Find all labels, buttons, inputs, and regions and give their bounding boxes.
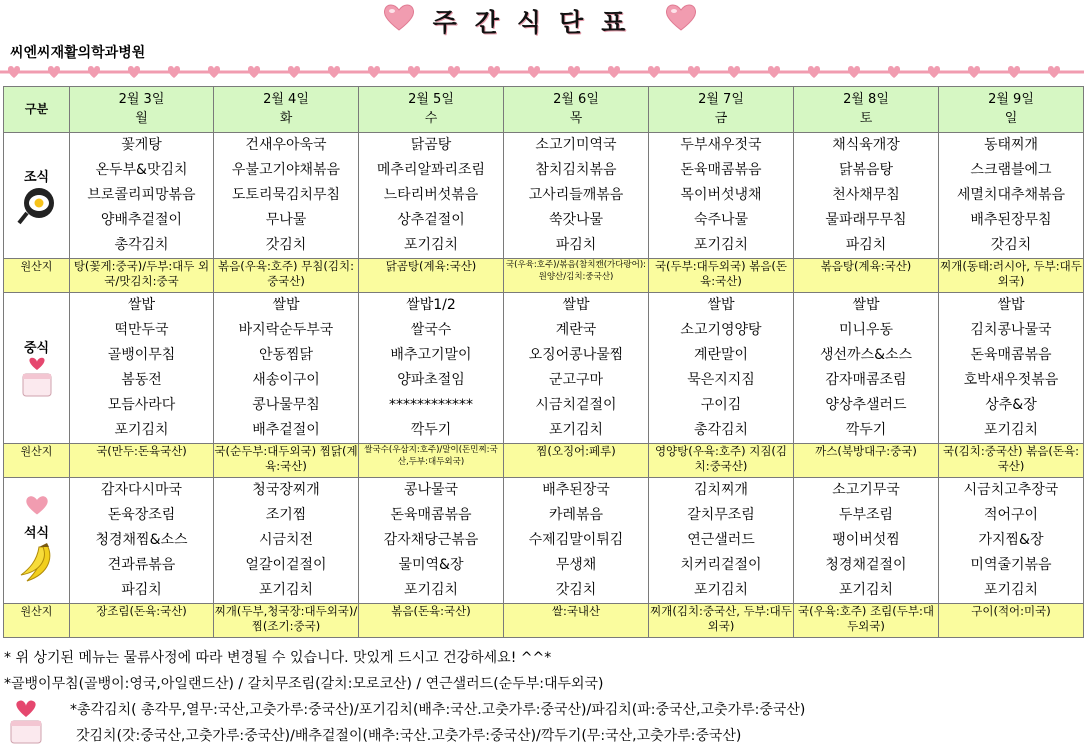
note-line: 갓김치(갓:중국산,고춧가루:중국산)/배추겉절이(배추:국산.고춧가루:중국산)/깍두기(무:국산,고춧가루:중국산) xyxy=(76,728,742,744)
origin-cell: 국(우육:호주)/볶음(참치캔(가다랑어):원양산/김치:중국산) xyxy=(504,259,649,293)
menu-item: 포기김치 xyxy=(403,237,459,253)
origin-cell: 찜(오징어:페루) xyxy=(504,444,649,478)
menu-item: ************ xyxy=(389,397,473,413)
menu-item: 꽃게탕 xyxy=(121,137,162,153)
small-heart-icon xyxy=(48,66,60,78)
day-date: 2월 9일 xyxy=(988,92,1034,107)
menu-item: 감자채당근볶음 xyxy=(383,532,479,548)
menu-item: 닭곰탕 xyxy=(410,137,452,153)
menu-item: 김치콩나물국 xyxy=(970,322,1052,338)
menu-item: 치커리겉절이 xyxy=(680,557,762,573)
menu-item: 총각김치 xyxy=(693,422,749,438)
meal-label-cell xyxy=(4,133,70,259)
menu-item: 구이김 xyxy=(700,397,742,413)
heart-icon xyxy=(24,494,50,516)
meal-menu-cell xyxy=(939,478,1084,604)
menu-item: 가지찜&장 xyxy=(978,532,1044,548)
meal-menu-cell xyxy=(359,478,504,604)
day-date: 2월 7일 xyxy=(698,92,744,107)
menu-item: 카레볶음 xyxy=(548,507,604,523)
menu-item: 포기김치 xyxy=(403,582,459,598)
menu-item: 건새우아욱국 xyxy=(245,137,327,153)
origin-cell: 장조림(돈육:국산) xyxy=(70,604,214,638)
menu-item: 깍두기 xyxy=(410,422,452,438)
menu-item: 감자매콤조림 xyxy=(825,372,907,388)
menu-item: 돈육매콤볶음 xyxy=(390,507,472,523)
menu-item: 천사채무침 xyxy=(832,187,900,203)
menu-item: 포기김치 xyxy=(548,422,604,438)
origin-cell: 찌개(동태:러시아, 두부:대두외국) xyxy=(939,259,1084,293)
meal-menu-cell xyxy=(939,133,1084,259)
meal-row xyxy=(4,293,1084,444)
origin-cell: 구이(적어:미국) xyxy=(939,604,1084,638)
menu-item: 쑥갓나물 xyxy=(548,212,604,228)
meal-menu-cell xyxy=(214,293,359,444)
origin-label: 원산지 xyxy=(4,259,70,293)
menu-item: 갈치무조림 xyxy=(687,507,755,523)
meal-menu-cell xyxy=(70,478,214,604)
menu-item: 쌀밥 xyxy=(707,297,735,313)
day-weekday: 화 xyxy=(279,111,293,126)
small-heart-icon xyxy=(968,66,980,78)
origin-cell: 국(두부:대두외국) 볶음(돈육:국산) xyxy=(649,259,794,293)
small-heart-icon xyxy=(768,66,780,78)
menu-item: 우불고기야채볶음 xyxy=(231,162,341,178)
meal-label-cell xyxy=(4,478,70,604)
menu-item: 쌀밥 xyxy=(562,297,590,313)
menu-item: 포기김치 xyxy=(693,237,749,253)
small-heart-icon xyxy=(608,66,620,78)
menu-item: 연근샐러드 xyxy=(687,532,755,548)
menu-item: 안동찜닭 xyxy=(258,347,314,363)
corner-label: 구분 xyxy=(4,87,70,133)
day-weekday: 수 xyxy=(424,111,438,126)
origin-cell: 찌개(두부,청국장:대두외국)/찜(조기:중국) xyxy=(214,604,359,638)
menu-item: 떡만두국 xyxy=(114,322,169,338)
menu-item: 배추된장무침 xyxy=(970,212,1052,228)
day-date: 2월 6일 xyxy=(553,92,599,107)
hospital-name: 씨엔씨재활의학과병원 xyxy=(10,45,146,61)
heart-icon xyxy=(664,2,698,32)
menu-item: 양파초절임 xyxy=(397,372,465,388)
menu-item: 파김치 xyxy=(845,237,887,253)
menu-item: 숙주나물 xyxy=(693,212,749,228)
menu-item: 스크램블에그 xyxy=(970,162,1052,178)
origin-cell: 국(만두:돈육국산) xyxy=(70,444,214,478)
menu-item: 닭볶음탕 xyxy=(838,162,894,178)
menu-item: 고사리들깨볶음 xyxy=(528,187,624,203)
menu-item: 모듬사라다 xyxy=(107,397,176,413)
small-heart-icon xyxy=(808,66,820,78)
menu-item: 소고기미역국 xyxy=(535,137,617,153)
menu-item: 조기찜 xyxy=(265,507,307,523)
heart-icon xyxy=(382,2,416,32)
menu-item: 새송이구이 xyxy=(252,372,320,388)
meal-menu-cell xyxy=(214,478,359,604)
meal-menu-cell xyxy=(939,293,1084,444)
meal-menu-cell xyxy=(504,133,649,259)
origin-cell: 국(우육:호주) 조림(두부:대두외국) xyxy=(794,604,939,638)
meal-menu-cell xyxy=(70,293,214,444)
menu-item: 무생채 xyxy=(555,557,597,573)
menu-item: 군고구마 xyxy=(548,372,604,388)
menu-item: 목이버섯냉채 xyxy=(680,187,762,203)
menu-item: 시금치고추장국 xyxy=(963,482,1059,498)
page-title: 주간식단표 xyxy=(432,8,644,37)
menu-item: 소고기영양탕 xyxy=(680,322,762,338)
menu-item: 포기김치 xyxy=(838,582,894,598)
small-heart-icon xyxy=(288,66,300,78)
origin-cell: 국(순두부:대두외국) 찜닭(계육:국산) xyxy=(214,444,359,478)
small-heart-icon xyxy=(888,66,900,78)
fried-egg-in-pan-icon xyxy=(17,185,57,225)
origin-row xyxy=(4,444,1084,478)
menu-item: 생선까스&소스 xyxy=(819,347,913,363)
menu-item: 양배추겉절이 xyxy=(100,212,183,228)
menu-item: 미니우동 xyxy=(838,322,894,338)
origin-cell: 볶음탕(계육:국산) xyxy=(794,259,939,293)
menu-item: 바지락순두부국 xyxy=(238,322,334,338)
menu-item: 갓김치 xyxy=(265,237,307,253)
small-heart-icon xyxy=(368,66,380,78)
menu-item: 배추된장국 xyxy=(542,482,610,498)
meal-menu-cell xyxy=(504,478,649,604)
menu-item: 쌀밥 xyxy=(852,297,880,313)
menu-item: 호박새우젓볶음 xyxy=(963,372,1059,388)
menu-item: 상추겉절이 xyxy=(397,212,465,228)
menu-item: 참치김치볶음 xyxy=(535,162,617,178)
origin-cell: 탕(꽃게:중국)/두부:대두 외국/맛김치:중국 xyxy=(70,259,214,293)
menu-item: 콩나물무침 xyxy=(252,397,320,413)
origin-cell: 닭곰탕(계육:국산) xyxy=(359,259,504,293)
menu-item: 오징어콩나물찜 xyxy=(528,347,624,363)
meal-menu-cell xyxy=(649,133,794,259)
notes xyxy=(4,645,1080,749)
day-header xyxy=(794,87,939,133)
meal-menu-cell xyxy=(359,133,504,259)
meal-menu-cell xyxy=(504,293,649,444)
small-heart-icon xyxy=(928,66,940,78)
menu-item: 채식육개장 xyxy=(832,137,900,153)
day-header xyxy=(70,87,214,133)
origin-cell: 쌀국수(우삼지:호주)/말이(돈민찌:국산,두부:대두외국) xyxy=(359,444,504,478)
origin-label: 원산지 xyxy=(4,604,70,638)
origin-cell: 영양탕(우육:호주) 지짐(김치:중국산) xyxy=(649,444,794,478)
menu-item: 배추겉절이 xyxy=(252,422,320,438)
menu-item: 포기김치 xyxy=(983,582,1039,598)
menu-item: 골뱅이무침 xyxy=(107,347,176,363)
small-heart-icon xyxy=(448,66,460,78)
gift-box-hearts-icon xyxy=(17,356,57,400)
menu-item: 돈육장조림 xyxy=(107,507,176,523)
note-text: *총각김치( 총각무,열무:국산,고춧가루:중국산)/포기김치(배추:국산.고춧가루:중국산)/파김치(파:중국산,고춧가루:중국산) xyxy=(70,702,806,718)
day-header xyxy=(939,87,1084,133)
small-heart-icon xyxy=(568,66,580,78)
menu-item: 쌀밥1/2 xyxy=(406,297,456,313)
small-heart-icon xyxy=(1008,66,1020,78)
note-line xyxy=(4,697,1080,723)
meal-row xyxy=(4,133,1084,259)
menu-item: 계란말이 xyxy=(693,347,749,363)
day-header xyxy=(214,87,359,133)
weekly-menu-table xyxy=(3,86,1084,638)
day-date: 2월 5일 xyxy=(408,92,454,107)
meal-menu-cell xyxy=(649,478,794,604)
menu-item: 두부조림 xyxy=(838,507,894,523)
menu-item: 동태찌개 xyxy=(983,137,1039,153)
header-row xyxy=(4,87,1084,133)
menu-item: 소고기무국 xyxy=(832,482,900,498)
menu-item: 쌀밥 xyxy=(127,297,156,313)
menu-item: 상추&장 xyxy=(985,397,1037,413)
menu-item: 포기김치 xyxy=(114,422,169,438)
menu-item: 봄동전 xyxy=(121,372,162,388)
menu-item: 물파래무무침 xyxy=(825,212,907,228)
menu-item: 돈육매콤볶음 xyxy=(970,347,1052,363)
meal-name: 중식 xyxy=(23,340,50,356)
menu-item: 얼갈이겉절이 xyxy=(245,557,327,573)
menu-item: 포기김치 xyxy=(983,422,1039,438)
small-heart-icon xyxy=(1048,66,1060,78)
origin-cell: 찌개(김치:중국산, 두부:대두외국) xyxy=(649,604,794,638)
menu-item: 시금치전 xyxy=(258,532,314,548)
meal-menu-cell xyxy=(794,293,939,444)
meal-menu-cell xyxy=(794,478,939,604)
title-bar xyxy=(0,0,1084,40)
small-heart-icon xyxy=(8,66,20,78)
menu-item: 청경채겉절이 xyxy=(825,557,907,573)
origin-cell: 볶음(우육:호주) 무침(김치:중국산) xyxy=(214,259,359,293)
note-line: *골뱅이무침(골뱅이:영국,아일랜드산) / 갈치무조림(갈치:모로코산) / 연근샐러드(순두부:대두외국) xyxy=(4,676,604,692)
day-date: 2월 3일 xyxy=(118,92,165,107)
banana-icon xyxy=(17,541,57,587)
meal-menu-cell xyxy=(214,133,359,259)
menu-item: 견과류볶음 xyxy=(107,557,176,573)
small-heart-icon xyxy=(408,66,420,78)
day-weekday: 일 xyxy=(1004,111,1018,126)
menu-item: 두부새우젓국 xyxy=(680,137,762,153)
meal-name: 조식 xyxy=(23,170,50,185)
origin-cell: 국(김치:중국산) 볶음(돈육:국산) xyxy=(939,444,1084,478)
menu-item: 감자다시마국 xyxy=(100,482,183,498)
menu-item: 느타리버섯볶음 xyxy=(383,187,479,203)
note-line: * 위 상기된 메뉴는 물류사정에 따라 변경될 수 있습니다. 맛있게 드시고 건강하세요! ^^* xyxy=(4,650,552,666)
small-heart-icon xyxy=(728,66,740,78)
day-date: 2월 4일 xyxy=(263,92,309,107)
origin-row xyxy=(4,259,1084,293)
menu-item: 시금치겉절이 xyxy=(535,397,617,413)
small-heart-icon xyxy=(248,66,260,78)
menu-item: 깍두기 xyxy=(845,422,887,438)
menu-item: 콩나물국 xyxy=(403,482,459,498)
small-heart-icon xyxy=(88,66,100,78)
menu-item: 갓김치 xyxy=(555,582,597,598)
small-heart-icon xyxy=(208,66,220,78)
day-header xyxy=(359,87,504,133)
menu-item: 포기김치 xyxy=(693,582,749,598)
menu-item: 쌀밥 xyxy=(272,297,300,313)
menu-item: 팽이버섯찜 xyxy=(832,532,900,548)
small-heart-icon xyxy=(488,66,500,78)
origin-cell: 쌀:국내산 xyxy=(504,604,649,638)
menu-item: 양상추샐러드 xyxy=(825,397,907,413)
small-heart-icon xyxy=(328,66,340,78)
menu-item: 배추고기말이 xyxy=(390,347,472,363)
meal-menu-cell xyxy=(794,133,939,259)
menu-item: 쌀국수 xyxy=(410,322,452,338)
menu-item: 무나물 xyxy=(265,212,307,228)
menu-item: 갓김치 xyxy=(990,237,1032,253)
menu-item: 돈육매콤볶음 xyxy=(680,162,762,178)
day-weekday: 토 xyxy=(859,111,873,126)
origin-row xyxy=(4,604,1084,638)
origin-label: 원산지 xyxy=(4,444,70,478)
small-heart-icon xyxy=(688,66,700,78)
meal-label-cell xyxy=(4,293,70,444)
menu-item: 도토리묵김치무침 xyxy=(231,187,341,203)
menu-item: 계란국 xyxy=(555,322,597,338)
gift-box-hearts-icon xyxy=(6,699,46,747)
small-heart-icon xyxy=(128,66,140,78)
menu-item: 온두부&맛김치 xyxy=(95,162,188,178)
day-weekday: 목 xyxy=(569,111,583,126)
menu-item: 메추리알꽈리조림 xyxy=(376,162,486,178)
menu-item: 세멸치대추채볶음 xyxy=(956,187,1066,203)
small-heart-icon xyxy=(528,66,540,78)
small-heart-icon xyxy=(168,66,180,78)
menu-item: 쌀밥 xyxy=(997,297,1025,313)
menu-item: 수제김말이튀김 xyxy=(528,532,624,548)
menu-item: 포기김치 xyxy=(258,582,314,598)
day-date: 2월 8일 xyxy=(843,92,889,107)
menu-item: 미역줄기볶음 xyxy=(970,557,1052,573)
heart-divider xyxy=(0,64,1084,80)
small-heart-icon xyxy=(848,66,860,78)
menu-item: 물미역&장 xyxy=(398,557,464,573)
menu-item: 적어구이 xyxy=(983,507,1039,523)
menu-item: 파김치 xyxy=(555,237,597,253)
menu-item: 청경채찜&소스 xyxy=(95,532,188,548)
meal-menu-cell xyxy=(359,293,504,444)
menu-item: 김치찌개 xyxy=(693,482,749,498)
menu-item: 총각김치 xyxy=(114,237,169,253)
day-header xyxy=(649,87,794,133)
menu-item: 청국장찌개 xyxy=(252,482,320,498)
meal-menu-cell xyxy=(70,133,214,259)
meal-menu-cell xyxy=(649,293,794,444)
menu-item: 파김치 xyxy=(121,582,162,598)
day-weekday: 금 xyxy=(714,111,728,126)
day-weekday: 월 xyxy=(135,111,148,126)
origin-cell: 볶음(돈육:국산) xyxy=(359,604,504,638)
meal-row xyxy=(4,478,1084,604)
meal-name: 석식 xyxy=(23,526,50,541)
menu-item: 브로콜리피망볶음 xyxy=(87,187,196,203)
small-heart-icon xyxy=(648,66,660,78)
origin-cell: 까스(북방대구:중국) xyxy=(794,444,939,478)
menu-item: 묵은지지짐 xyxy=(687,372,755,388)
day-header xyxy=(504,87,649,133)
